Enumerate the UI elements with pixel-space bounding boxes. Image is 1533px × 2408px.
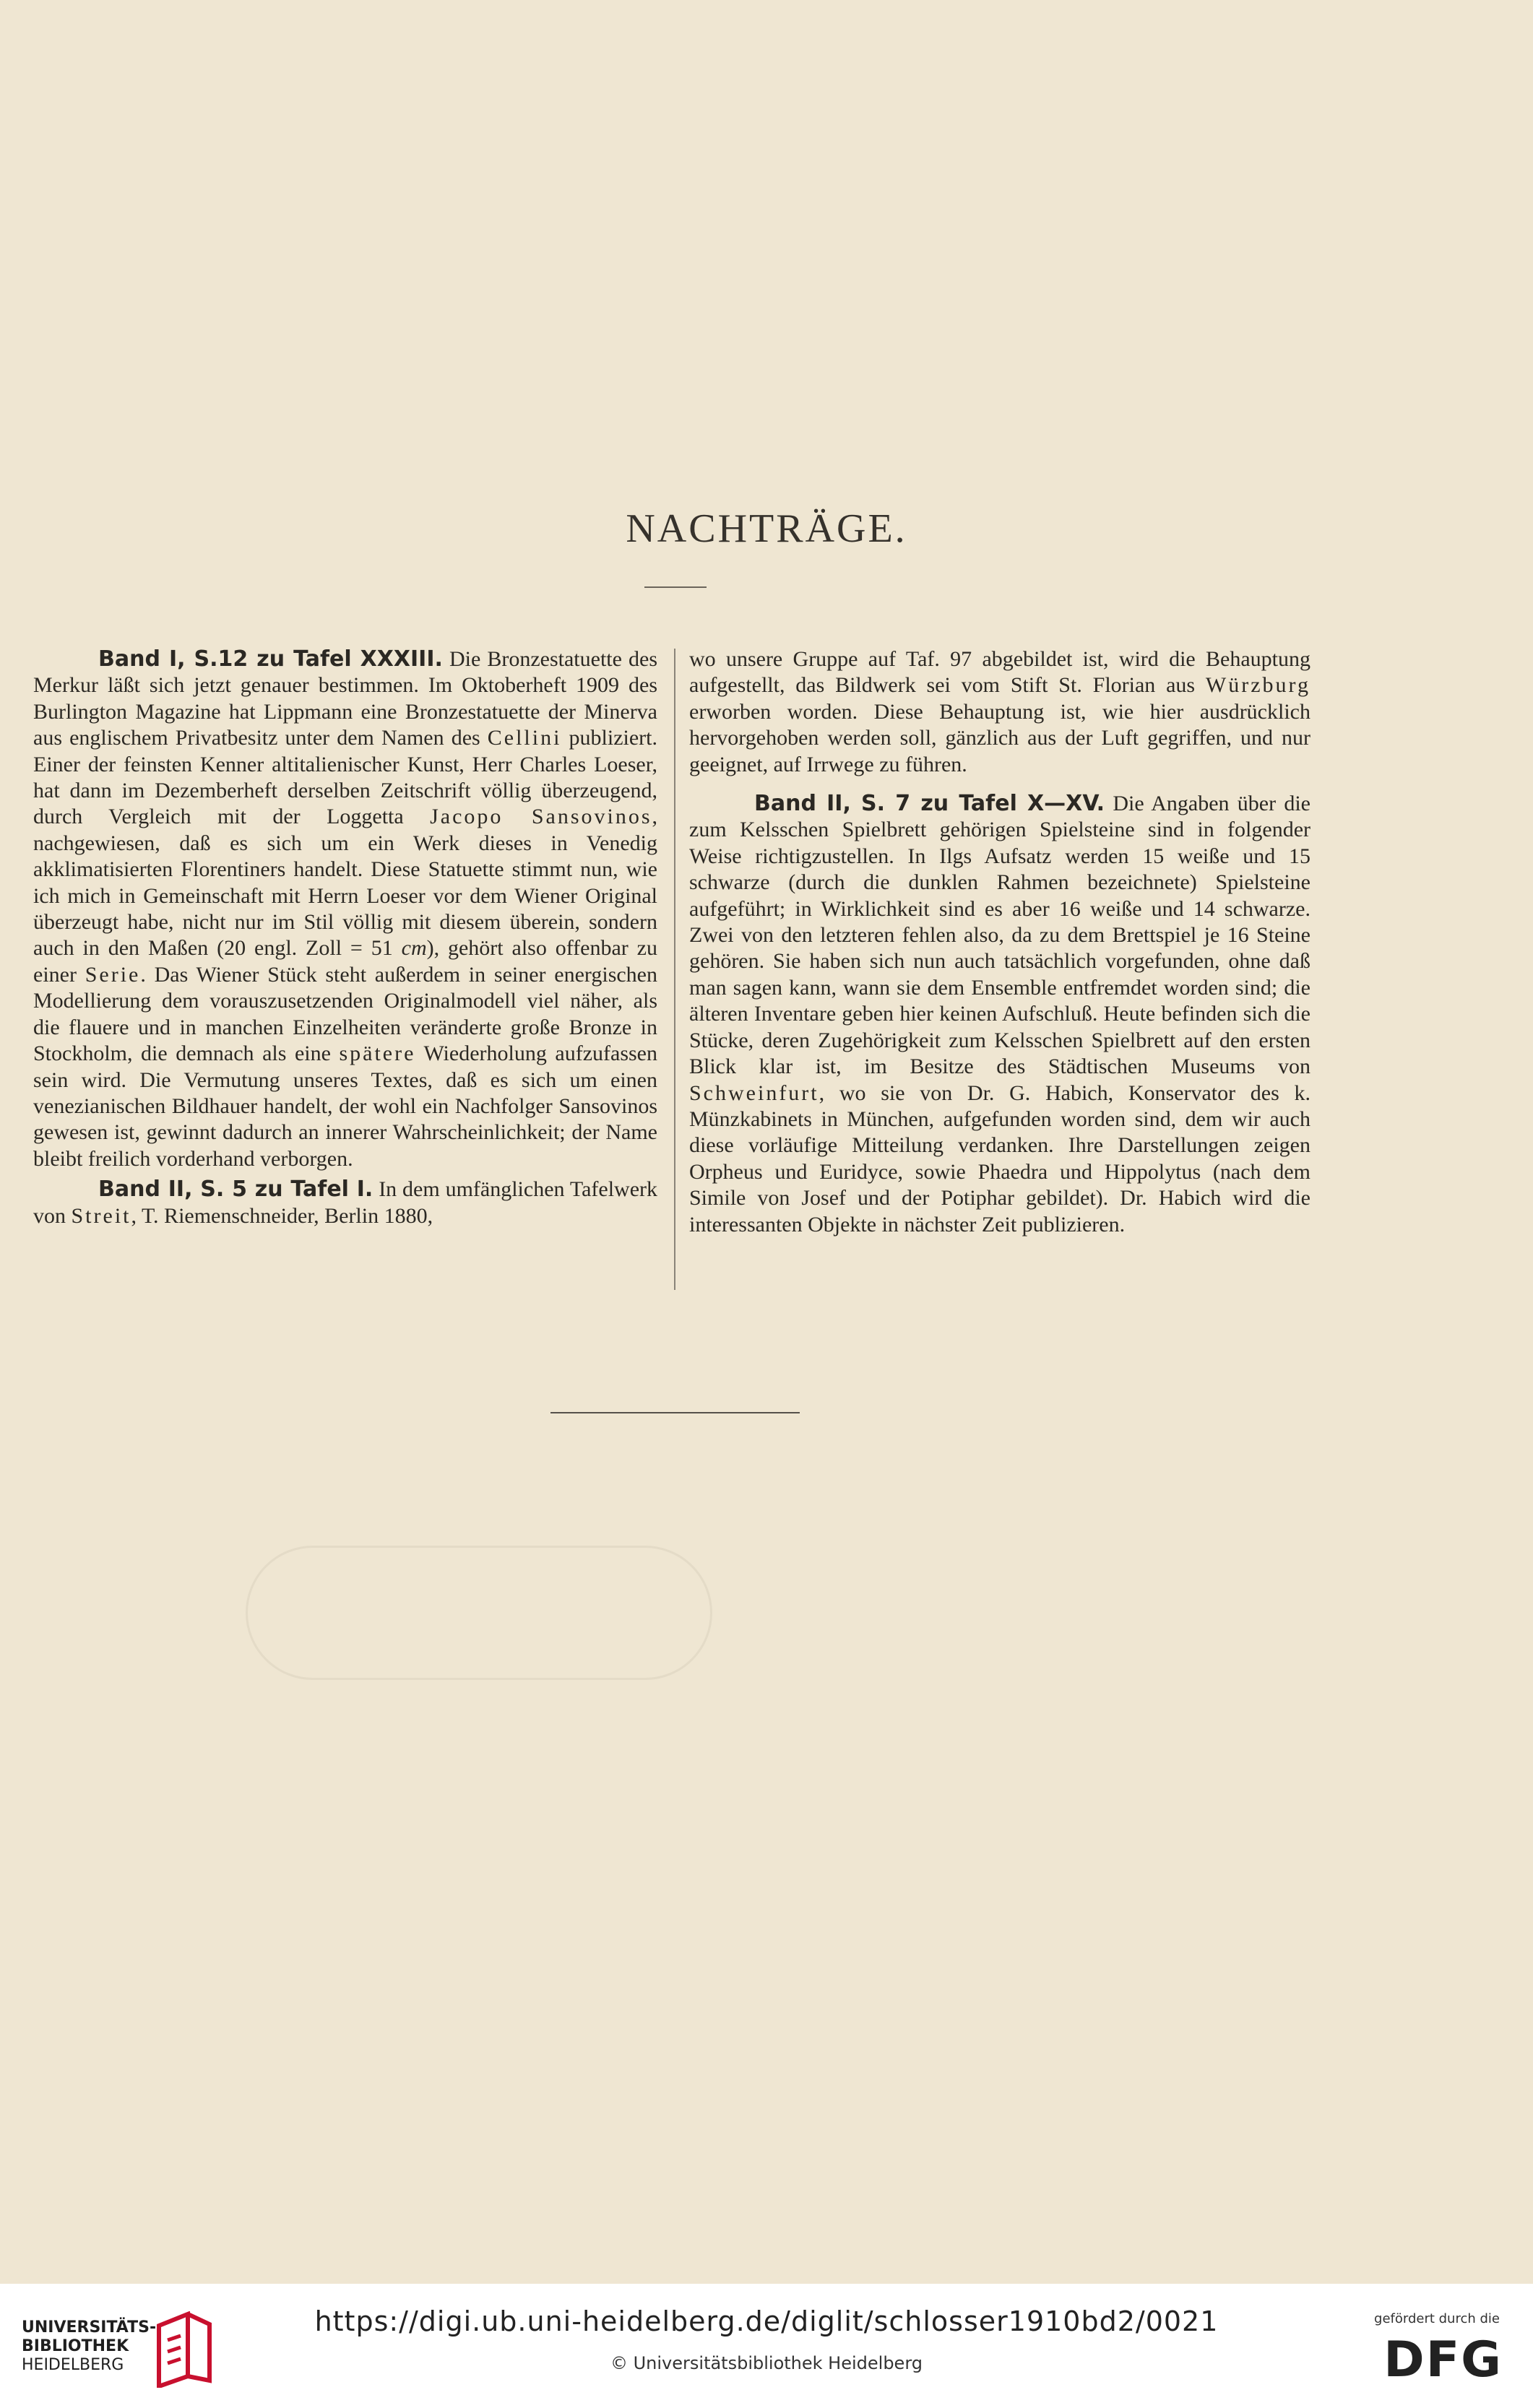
text-segment: Wiederholung aufzufassen sein wird. Die Vermutung unseres Textes, daß es sich um einen venezianischen Bildhauer handelt, der wohl ein Nachfolger Sansovinos gewesen ist, gewinnt dadurch an innerer Wahrscheinlichkeit; der Name bleibt freilich vorderhand verborgen. (33, 1041, 657, 1171)
paragraph-continuation (689, 646, 1310, 778)
text-segment: wo unsere Gruppe auf Taf. 97 abgebildet ist, wird die Behauptung aufgestellt, das Bildwerk sei vom Stift St. Florian aus (689, 647, 1310, 698)
library-name-line: BIBLIOTHEK (22, 2337, 129, 2355)
emphasis-text: Schweinfurt (689, 1080, 819, 1105)
library-name-line: UNIVERSITÄTS- (22, 2318, 157, 2336)
column-divider (674, 649, 675, 1290)
text-segment: In dem umfänglichen Tafelwerk von (33, 1177, 658, 1228)
footer-bar (0, 2284, 1533, 2408)
emphasis-text: spätere (339, 1041, 416, 1066)
emphasis-text: Serie (85, 962, 141, 987)
funding-caption: gefördert durch die (1374, 2311, 1500, 2326)
entry-title: Band II, S. 5 zu Tafel I. (98, 1177, 373, 1203)
emphasis-text: Streit (71, 1203, 131, 1228)
library-name-line: HEIDELBERG (22, 2356, 124, 2374)
page-title: NACHTRÄGE. (626, 506, 907, 551)
text-segment: publiziert. Einer der feinsten Kenner altitalienischer Kunst, Herr Charles Loeser, hat dann im Dezemberheft derselben Zeitschrift völlig überzeugend, durch Vergleich mit der Loggetta (33, 726, 657, 829)
faded-stamp (246, 1546, 712, 1680)
paragraph-band1-s12 (33, 646, 657, 1172)
dfg-logo: DFG (1383, 2331, 1503, 2388)
text-segment: Die Angaben über die zum Kelsschen Spielbrett gehörigen Spielsteine sind in folgender Weise richtigzustellen. In Ilgs Aufsatz werden 15 weiße und 15 schwarze (durch die dunklen Rahmen bezeichnete) Spielsteine aufgeführt; in Wirklichkeit sind es aber 16 weiße und 14 schwarze. Zwei von den letzteren fehlen also, da zu dem Brettspiel je 16 Steine gehören. Sie haben sich nun auch tatsächlich vorgefunden, ohne daß man sagen kann, wann sie dem Ensemble entfremdet worden sind; die älteren Inventare geben hier keinen Aufschluß. Heute befinden sich die Stücke, deren Zugehörigkeit zum Kelsschen Spielbrett auf den ersten Blick klar ist, im Besitze des Städtischen Museums von (689, 792, 1310, 1079)
paragraph-band2-s5 (33, 1177, 657, 1229)
paragraph-band2-s7 (689, 791, 1310, 1238)
text-segment: , T. Riemenschneider, Berlin 1880, (131, 1203, 433, 1228)
end-rule (550, 1412, 800, 1413)
right-column (689, 646, 1310, 1238)
text-segment: , wo sie von Dr. G. Habich, Konservator des k. Münzkabinets in München, aufgefunden worden sind, dem wir auch diese vorläufige Mitteilung verdanken. Ihre Darstellungen zeigen Orpheus und Euridyce, sowie Phaedra und Hippolytus (nach dem Simile von Josef und der Potiphar gebildet). Dr. Habich wird die interessanten Objekte in nächster Zeit publizieren. (689, 1080, 1310, 1237)
left-column (33, 646, 657, 1229)
emphasis-text: Jacopo Sansovinos (430, 805, 652, 829)
copyright-notice: © Universitätsbibliothek Heidelberg (610, 2353, 923, 2373)
title-rule (644, 586, 707, 588)
text-segment: Die Bronzestatuette des Merkur läßt sich jetzt genauer bestimmen. Im Oktoberheft 1909 des Burlington Magazine hat Lippmann eine Bronzestatuette der Minerva aus englischem Privatbesitz unter dem Namen des (33, 647, 657, 750)
text-segment: erworben worden. Diese Behauptung ist, wie hier ausdrücklich hervorgehoben werden soll, gänzlich aus der Luft gegriffen, und nur geeignet, auf Irrwege zu führen. (689, 699, 1310, 776)
entry-title: Band I, S.12 zu Tafel XXXIII. (98, 646, 443, 672)
entry-title: Band II, S. 7 zu Tafel X—XV. (754, 791, 1105, 817)
unit-text: cm (401, 936, 427, 961)
text-segment: ), gehört also offenbar zu einer (33, 936, 657, 987)
emphasis-text: Cellini (487, 726, 562, 750)
emphasis-text: Würzburg (1205, 673, 1310, 698)
text-segment: , nachgewiesen, daß es sich um ein Werk dieses in Venedig akklimatisierten Florentiners handelt. Diese Statuette stimmt nun, wie ich mich in Gemeinschaft mit Herrn Loeser vor dem Wiener Original überzeugt habe, nicht nur im Stil völlig mit diesem überein, sondern auch in den Maßen (20 engl. Zoll = 51 (33, 805, 657, 961)
permalink-url[interactable]: https://digi.ub.uni-heidelberg.de/diglit/schlosser1910bd2/0021 (314, 2305, 1219, 2337)
text-segment: . Das Wiener Stück steht außerdem in seiner energischen Modellierung dem vorauszusetzenden Originalmodell viel näher, als die flauere und in manchen Einzelheiten veränderte große Bronze in Stockholm, die demnach als eine (33, 962, 657, 1066)
